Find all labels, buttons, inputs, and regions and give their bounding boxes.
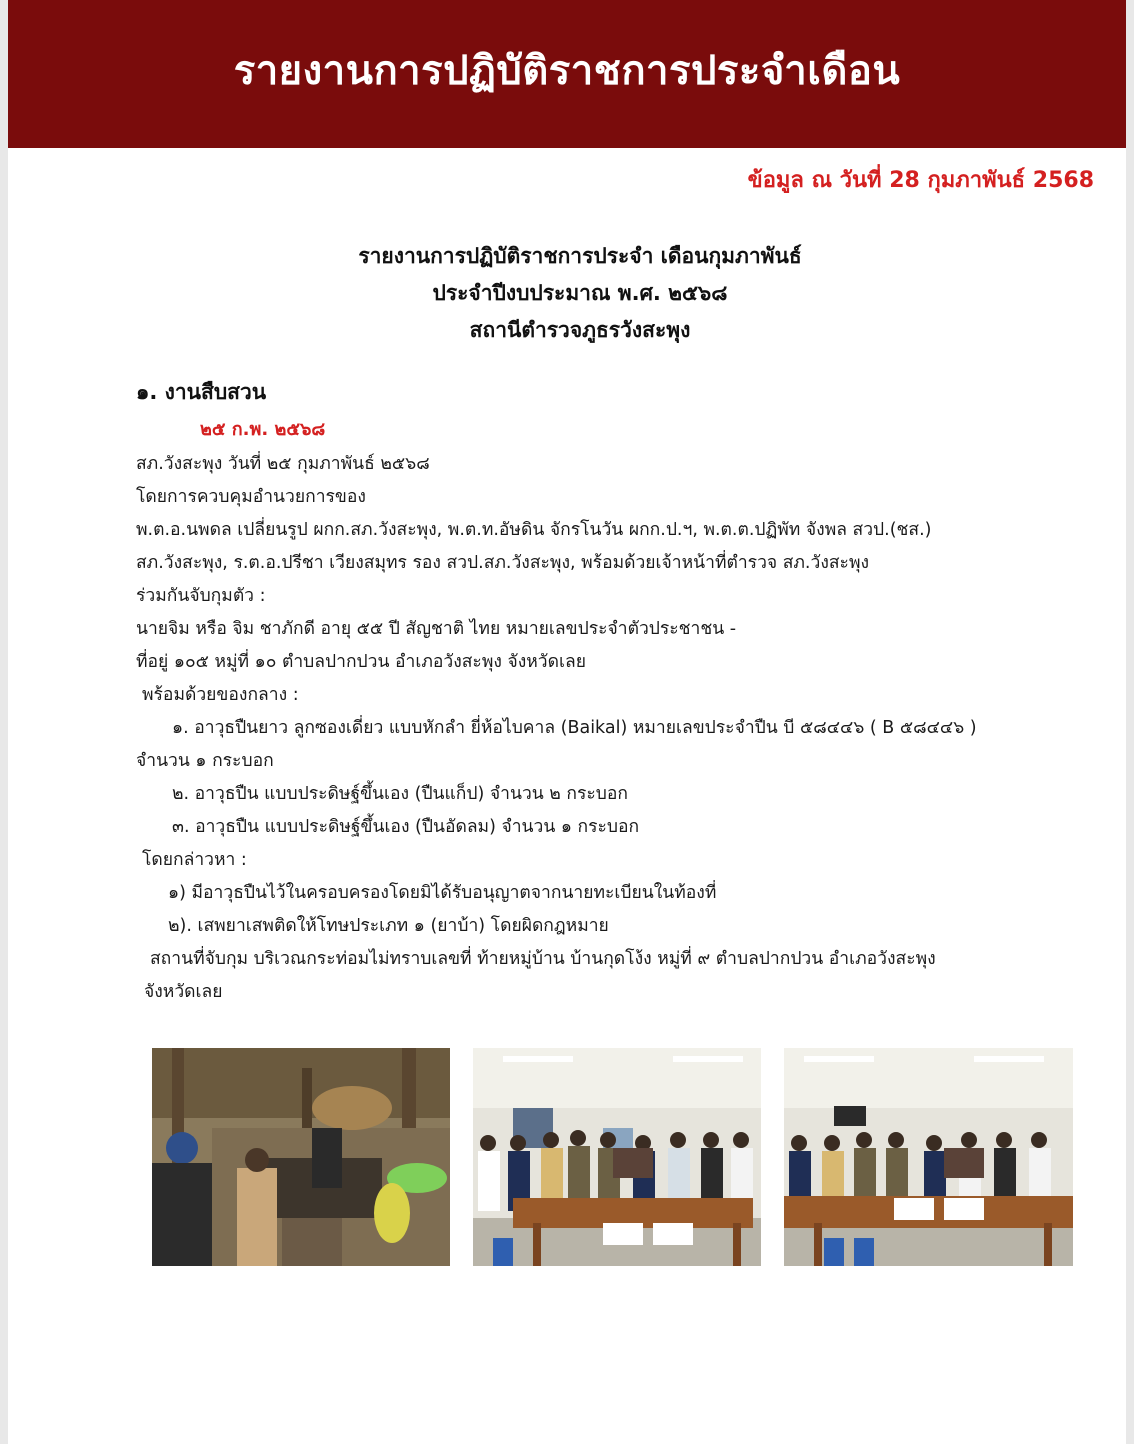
body-line-16: สถานที่จับกุม บริเวณกระท่อมไม่ทราบเลขที่ ท้ายหมู่บ้าน บ้านกุดโง้ง หมู่ที่ ๙ ตำบลปากปวน อำเภอวังสะพุง [150, 949, 936, 969]
header-banner [8, 0, 1126, 148]
heading-line-1: รายงานการปฏิบัติราชการประจำ เดือนกุมภาพันธ์ [358, 244, 802, 268]
arrest-scene-photo [152, 1048, 450, 1266]
seized-items-group-photo-1 [473, 1048, 761, 1266]
body-line-3: พ.ต.อ.นพดล เปลี่ยนรูป ผกก.สภ.วังสะพุง, พ.ต.ท.อัษดิน จักรโนวัน ผกก.ป.ฯ, พ.ต.ต.ปฏิพัท จังพล สวป.(ชส.) [136, 520, 932, 540]
body-line-5: ร่วมกันจับกุมตัว : [136, 586, 266, 606]
body-line-13: โดยกล่าวหา : [142, 850, 247, 870]
data-as-of-date: ข้อมูล ณ วันที่ 28 กุมภาพันธ์ 2568 [747, 168, 1094, 193]
body-line-9: ๑. อาวุธปืนยาว ลูกซองเดี่ยว แบบหักลำ ยี่ห้อไบคาล (Baikal) หมายเลขประจำปืน บี ๕๘๔๔๖ ( B ๕๘๔๔๖ ) [172, 718, 977, 738]
banner-title: รายงานการปฏิบัติราชการประจำเดือน [233, 48, 901, 94]
section-title: ๑. งานสืบสวน [136, 380, 267, 404]
body-line-8: พร้อมด้วยของกลาง : [142, 685, 299, 705]
heading-line-3: สถานีตำรวจภูธรวังสะพุง [469, 318, 691, 342]
body-line-4: สภ.วังสะพุง, ร.ต.อ.ปรีชา เวียงสมุทร รอง สวป.สภ.วังสะพุง, พร้อมด้วยเจ้าหน้าที่ตำรวจ สภ.วังสะพุง [136, 553, 870, 573]
body-line-2: โดยการควบคุมอำนวยการของ [136, 487, 366, 507]
body-line-14: ๑) มีอาวุธปืนไว้ในครอบครองโดยมิได้รับอนุญาตจากนายทะเบียนในท้องที่ [168, 883, 717, 903]
seized-items-group-photo-2 [784, 1048, 1073, 1266]
body-line-17: จังหวัดเลย [144, 982, 223, 1002]
page-edge-right [1126, 0, 1134, 1444]
heading-line-2: ประจำปีงบประมาณ พ.ศ. ๒๕๖๘ [432, 281, 728, 305]
report-heading [0, 238, 1134, 349]
body-line-6: นายจิม หรือ จิม ชาภักดี อายุ ๕๕ ปี สัญชาติ ไทย หมายเลขประจำตัวประชาชน - [136, 619, 737, 639]
body-line-10: จำนวน ๑ กระบอก [136, 751, 274, 771]
body-line-15: ๒). เสพยาเสพติดให้โทษประเภท ๑ (ยาบ้า) โดยผิดกฎหมาย [168, 916, 609, 936]
body-line-12: ๓. อาวุธปืน แบบประดิษฐ์ขึ้นเอง (ปืนอัดลม) จำนวน ๑ กระบอก [172, 817, 640, 837]
body-line-7: ที่อยู่ ๑๐๕ หมู่ที่ ๑๐ ตำบลปากปวน อำเภอวังสะพุง จังหวัดเลย [136, 652, 586, 672]
section-date: ๒๕ ก.พ. ๒๕๖๘ [200, 419, 326, 440]
body-line-11: ๒. อาวุธปืน แบบประดิษฐ์ขึ้นเอง (ปืนแก็ป) จำนวน ๒ กระบอก [172, 784, 628, 804]
page-edge-left [0, 0, 8, 1444]
body-line-1: สภ.วังสะพุง วันที่ ๒๕ กุมภาพันธ์ ๒๕๖๘ [136, 454, 430, 474]
